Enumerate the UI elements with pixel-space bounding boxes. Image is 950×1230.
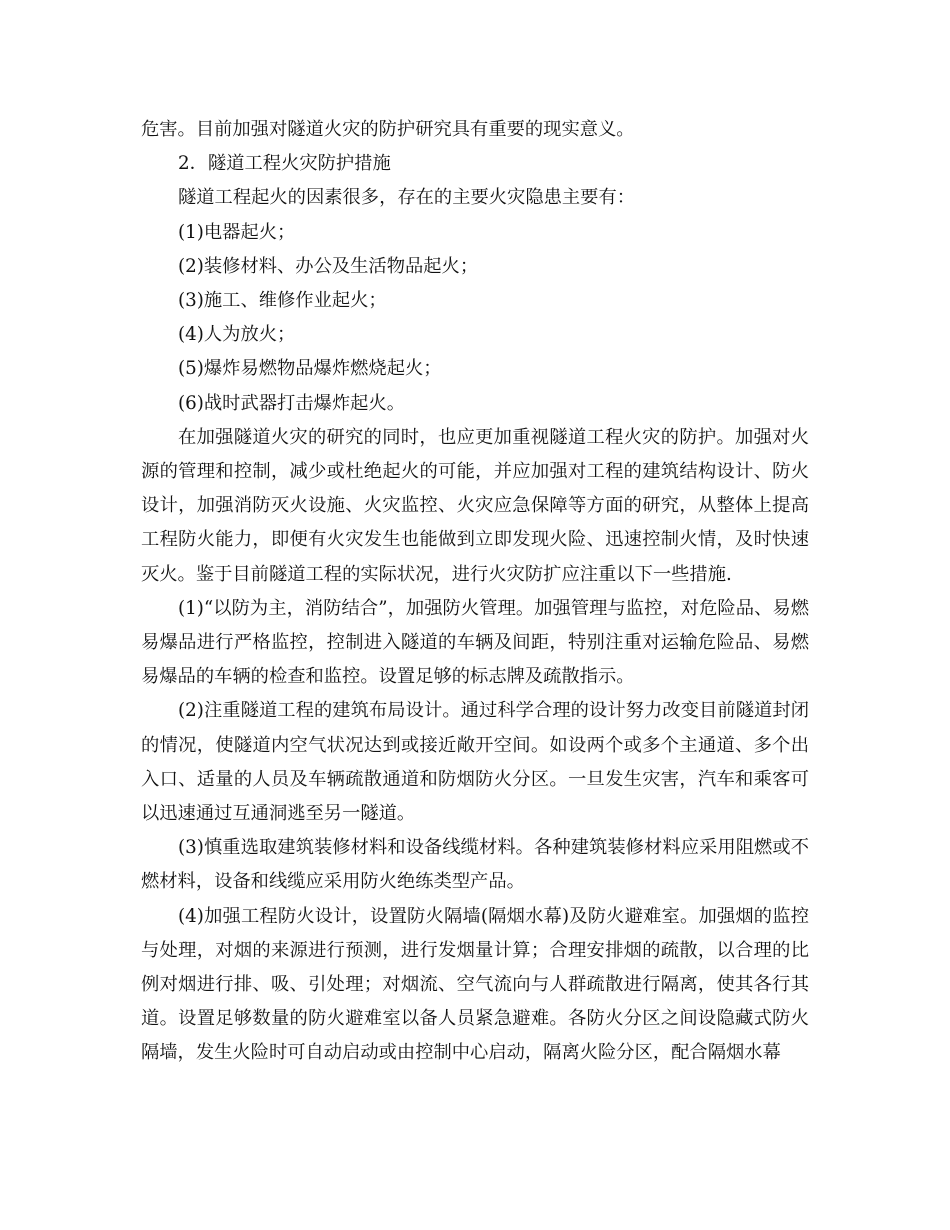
- list-item-explosive-fire: (5)爆炸易燃物品爆炸燃烧起火；: [178, 358, 442, 380]
- list-item-construction-fire: (3)施工、维修作业起火；: [178, 290, 387, 312]
- paragraph-measure-management: (1)“以防为主，消防结合”，加强防火管理。加强管理与监控，对危险品、易燃易爆品进行严格监控，控制进入隧道的车辆及间距，特别注重对运输危险品、易燃易爆品的车辆的检查和监控。设置足够的标志牌及疏散指示。: [141, 597, 809, 688]
- paragraph-measure-layout-design: (2)注重隧道工程的建筑布局设计。通过科学合理的设计努力改变目前隧道封闭的情况，使隧道内空气状况达到或接近敞开空间。如设两个或多个主通道、多个出入口、适量的人员及车辆疏散通道和防烟防火分区。一旦发生灾害，汽车和乘客可以迅速通过互通洞逃至另一隧道。: [141, 700, 809, 825]
- paragraph-hazard-conclusion: 危害。目前加强对隧道火灾的防护研究具有重要的现实意义。: [141, 119, 635, 140]
- paragraph-protection-overview: 在加强隧道火灾的研究的同时，也应更加重视隧道工程火灾的防护。加强对火源的管理和控制，减少或杜绝起火的可能，并应加强对工程的建筑结构设计、防火设计，加强消防灭火设施、火灾监控、火灾应急保障等方面的研究，从整体上提高工程防火能力，即便有火灾发生也能做到立即发现火险、迅速控制火情，及时快速灭火。鉴于目前隧道工程的实际状况，进行火灾防扩应注重以下一些措施.: [141, 426, 809, 585]
- section-heading-fire-protection: 2．隧道工程火灾防护措施: [178, 153, 391, 175]
- document-body: [141, 113, 809, 1071]
- paragraph-measure-fire-design: (4)加强工程防火设计，设置防火隔墙(隔烟水幕)及防火避难室。加强烟的监控与处理，对烟的来源进行预测，进行发烟量计算；合理安排烟的疏散，以合理的比例对烟进行排、吸、引处理；对烟流、空气流向与人群疏散进行隔离，使其各行其道。设置足够数量的防火避难室以备人员紧急避难。各防火分区之间设隐藏式防火隔墙，发生火险时可自动启动或由控制中心启动，隔离火险分区，配合隔烟水幕: [141, 905, 809, 1064]
- list-item-wartime-fire: (6)战时武器打击爆炸起火。: [178, 392, 405, 414]
- list-item-electrical-fire: (1)电器起火；: [178, 221, 296, 243]
- list-item-arson: (4)人为放火；: [178, 324, 296, 346]
- paragraph-measure-materials: (3)慎重选取建筑装修材料和设备线缆材料。各种建筑装修材料应采用阻燃或不燃材料，设备和线缆应采用防火绝练类型产品。: [141, 837, 809, 893]
- paragraph-fire-causes-intro: 隧道工程起火的因素很多，存在的主要火灾隐患主要有：: [178, 187, 636, 209]
- list-item-materials-fire: (2)装修材料、办公及生活物品起火；: [178, 255, 479, 277]
